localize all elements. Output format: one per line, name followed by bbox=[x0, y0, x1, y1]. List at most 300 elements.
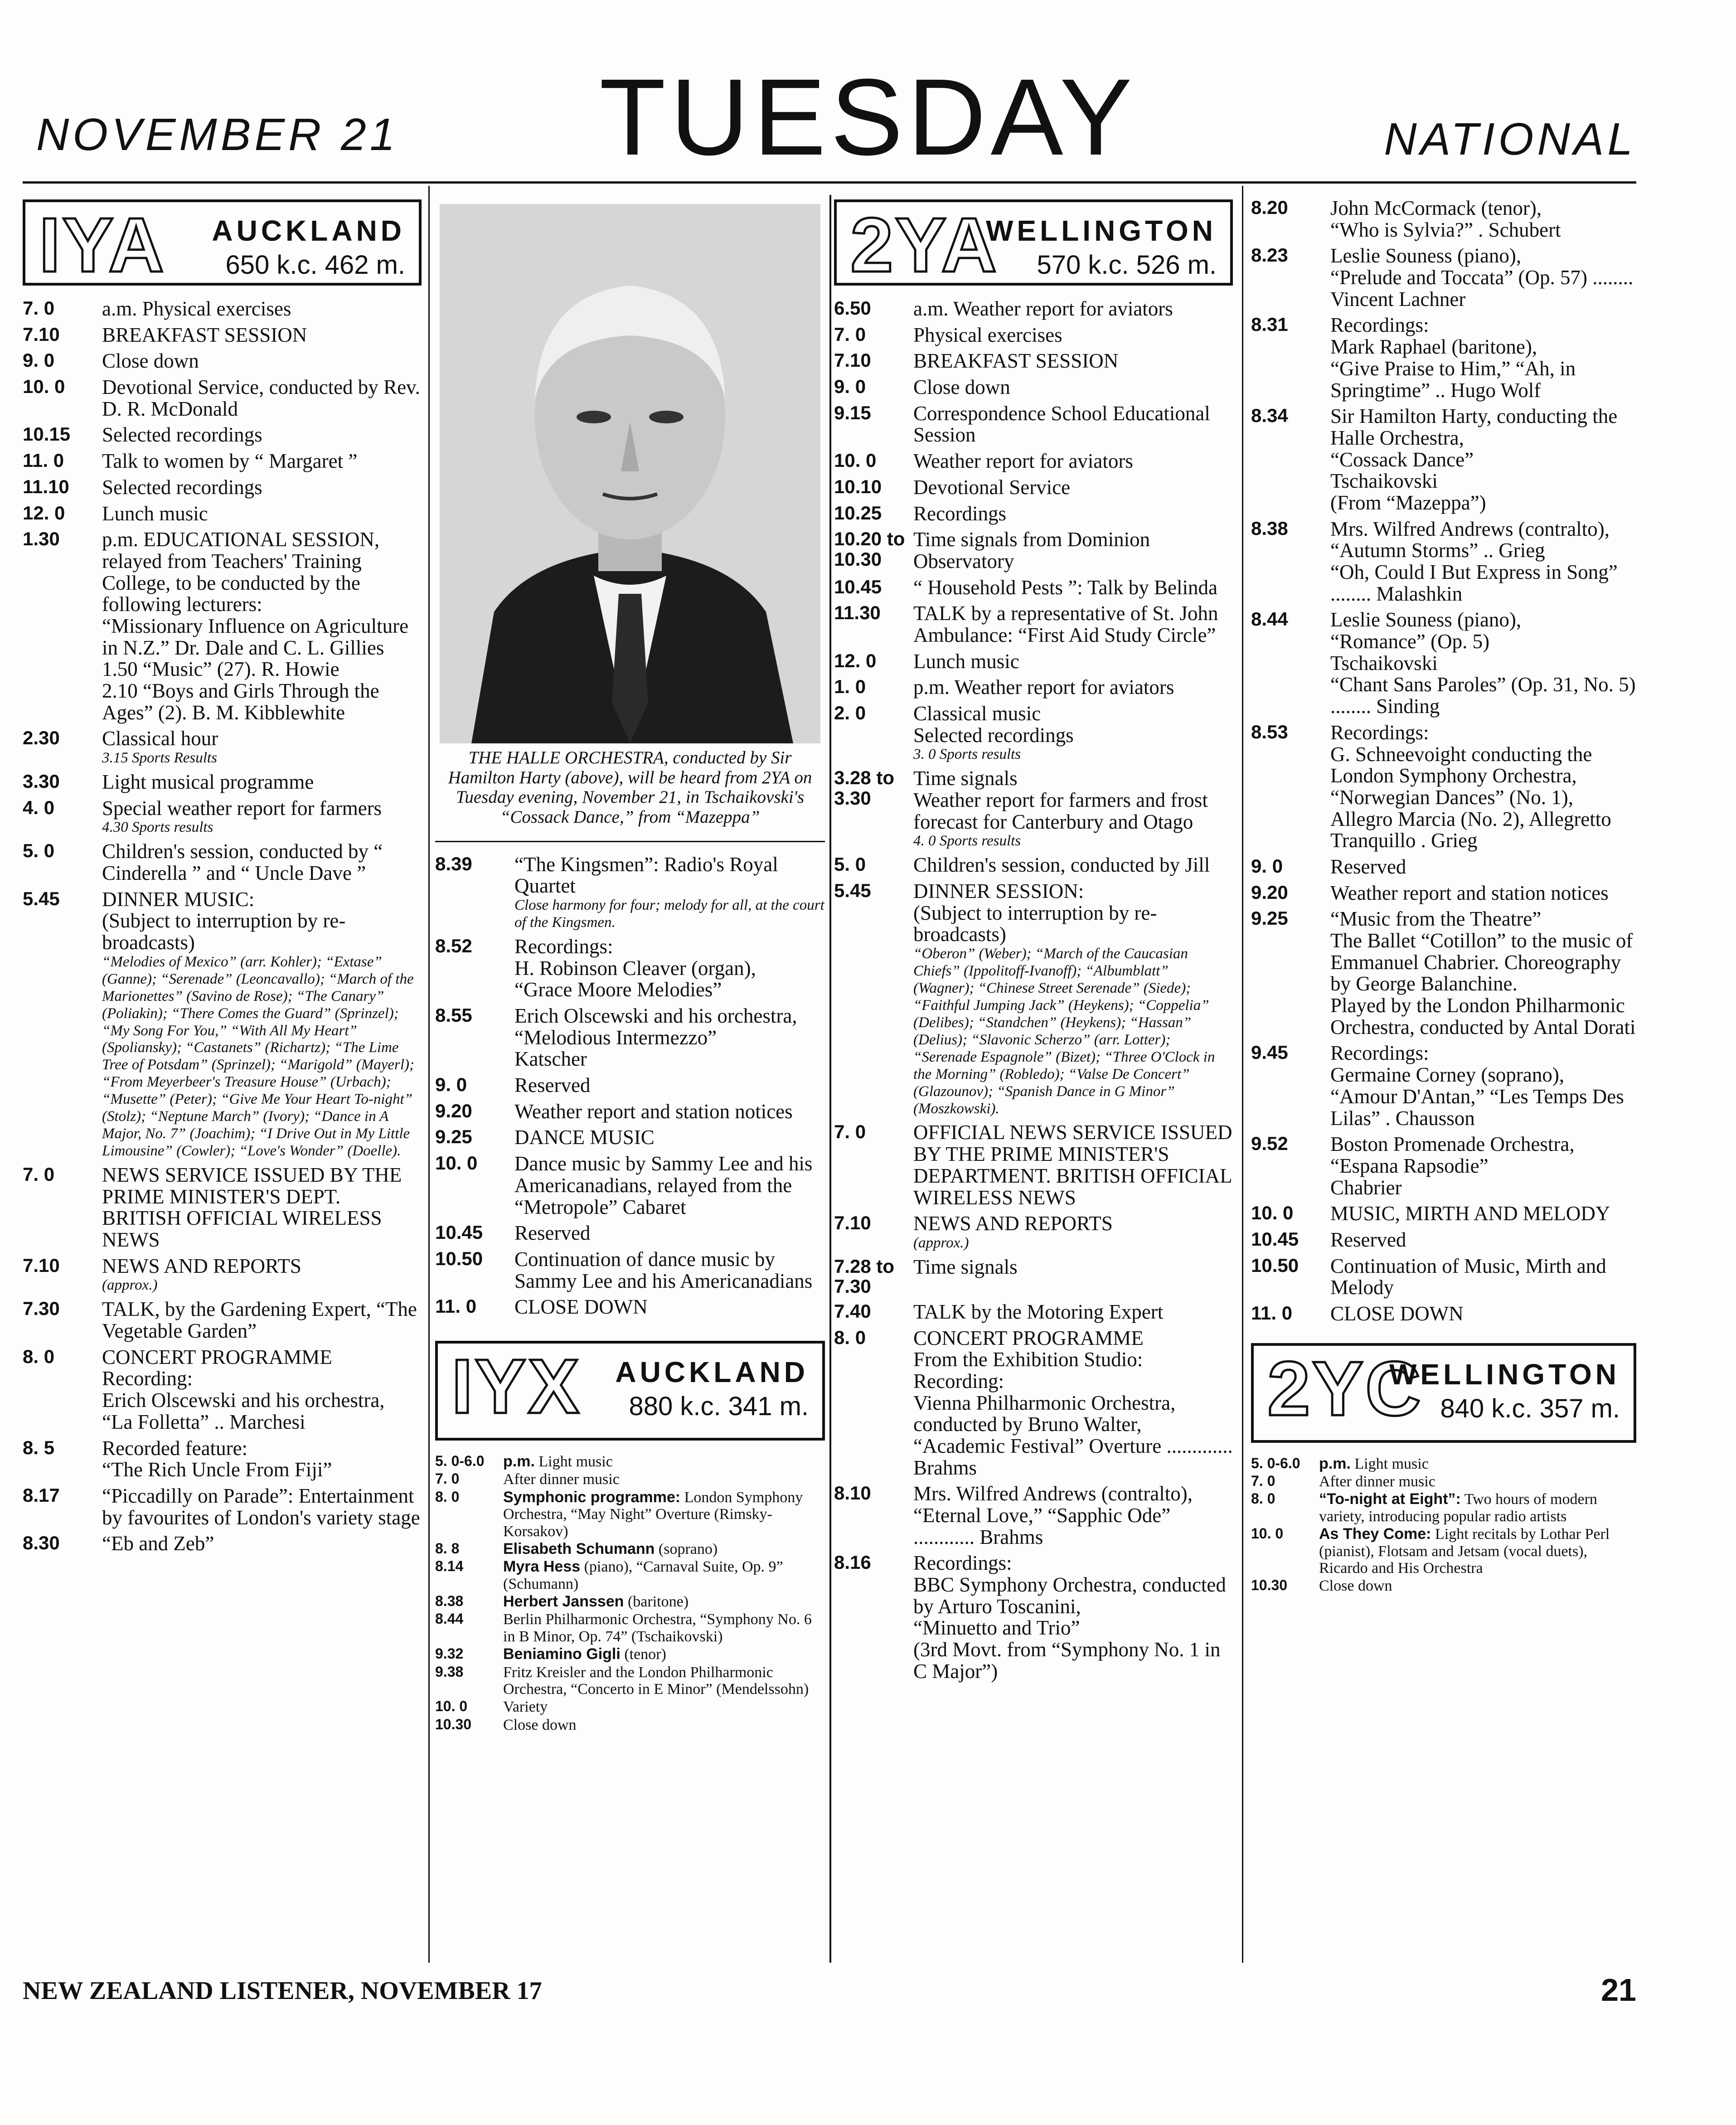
schedule-time: 10.50 bbox=[435, 1247, 483, 1269]
schedule-body bbox=[514, 854, 825, 932]
schedule-time: 10. 0 bbox=[1251, 1525, 1284, 1542]
schedule-time: 10. 0 bbox=[23, 376, 65, 398]
schedule-line: “Eternal Love,” “Sapphic Ode” ............ Brahms bbox=[913, 1504, 1171, 1548]
schedule-body bbox=[102, 1485, 422, 1528]
schedule-entry bbox=[435, 1593, 825, 1610]
schedule-line: “Espana Rapsodie” bbox=[1330, 1154, 1489, 1177]
station-box-2ya bbox=[834, 199, 1233, 286]
schedule-time: 9. 0 bbox=[435, 1074, 467, 1096]
schedule-entry bbox=[23, 841, 422, 884]
schedule-entry bbox=[1251, 1256, 1636, 1299]
schedule-line: “Eb and Zeb” bbox=[102, 1532, 214, 1555]
schedule-time: 8. 0 bbox=[1251, 1490, 1275, 1507]
schedule-entry bbox=[834, 1301, 1233, 1323]
schedule-line: Reserved bbox=[514, 1222, 591, 1245]
schedule-body bbox=[1330, 1203, 1636, 1225]
schedule-list-1yx bbox=[435, 1453, 825, 1733]
station-call-sign: IYA bbox=[39, 202, 166, 288]
schedule-body bbox=[503, 1717, 825, 1733]
schedule-entry bbox=[834, 768, 1233, 850]
schedule-entry bbox=[23, 1438, 422, 1481]
schedule-line: “Autumn Storms” .. Grieg bbox=[1330, 539, 1545, 562]
schedule-body bbox=[102, 477, 422, 499]
schedule-line: Mrs. Wilfred Andrews (contralto), bbox=[913, 1482, 1193, 1505]
schedule-time: 9.25 bbox=[435, 1126, 472, 1148]
schedule-entry bbox=[23, 503, 422, 525]
schedule-body bbox=[102, 1164, 422, 1251]
schedule-line: Time signals bbox=[913, 1255, 1018, 1278]
schedule-time: 7. 0 bbox=[435, 1470, 460, 1487]
schedule-line: Continuation of dance music by Sammy Lee and his Americanadians bbox=[514, 1247, 813, 1292]
schedule-time: 8.44 bbox=[1251, 608, 1288, 630]
column-rule-3 bbox=[1242, 186, 1243, 1963]
schedule-time: 7.10 bbox=[834, 349, 871, 371]
schedule-time: 8.14 bbox=[435, 1558, 464, 1575]
schedule-note: “Oberon” (Weber); “March of the Caucasian Chiefs” (Ippolitoff-Ivanoff); “Albumblatt” (Wagner); “Chinese Street Serenade” (Siede); “Faithful Jumping Jack” (Heykens); “Coppelia” (Delibes); “Standchen” (Heykens); “Hassan” (Delius); “Slavonic Scherzo” (arr. Lotter); “Serenade Espagnole” (Bizet); “Three O'Clock in the Morning” (Robledo); “Valse De Concert” (Glazounov); “Spanish Dance in G Minor” (Moszkowski). bbox=[913, 946, 1215, 1117]
schedule-body bbox=[102, 350, 422, 372]
schedule-entry bbox=[23, 889, 422, 1160]
header-rule bbox=[23, 181, 1636, 184]
schedule-body bbox=[1330, 1134, 1636, 1198]
schedule-line: Leslie Souness (piano), bbox=[1330, 244, 1522, 267]
schedule-time: 5. 0 bbox=[23, 840, 55, 862]
schedule-entry bbox=[834, 1257, 1233, 1297]
schedule-entry bbox=[834, 1483, 1233, 1548]
schedule-time: 10.45 bbox=[435, 1222, 483, 1243]
schedule-body bbox=[913, 298, 1233, 320]
schedule-entry bbox=[834, 350, 1233, 372]
schedule-line: Reserved bbox=[1330, 855, 1406, 878]
schedule-entry bbox=[435, 1558, 825, 1592]
schedule-line: “Amour D'Antan,” “Les Temps Des Lilas” . Chausson bbox=[1330, 1085, 1624, 1130]
schedule-time: 8. 5 bbox=[23, 1436, 55, 1458]
schedule-lead: Beniamino Gigli bbox=[503, 1645, 621, 1663]
schedule-line: “Prelude and Toccata” (Op. 57) ........ Vincent Lachner bbox=[1330, 266, 1634, 311]
schedule-line: Reserved bbox=[514, 1074, 591, 1097]
station-city: AUCKLAND bbox=[212, 214, 405, 247]
schedule-line: “Music from the Theatre” bbox=[1330, 907, 1542, 931]
schedule-body bbox=[102, 841, 422, 884]
schedule-body bbox=[503, 1489, 825, 1540]
schedule-time: 5. 0-6.0 bbox=[435, 1452, 485, 1469]
schedule-entry bbox=[834, 477, 1233, 499]
schedule-body bbox=[1330, 406, 1636, 514]
station-frequency: 840 k.c. 357 m. bbox=[1440, 1393, 1620, 1423]
schedule-entry bbox=[1251, 1526, 1636, 1577]
schedule-body bbox=[1330, 908, 1636, 1038]
schedule-time: 6.50 bbox=[834, 297, 871, 319]
schedule-line: 2.10 “Boys and Girls Through the Ages” (2). B. M. Kibblewhite bbox=[102, 679, 379, 724]
schedule-time: 8. 0 bbox=[834, 1326, 866, 1348]
schedule-body bbox=[1330, 883, 1636, 904]
schedule-line: Recording: bbox=[102, 1367, 193, 1390]
schedule-lead: Myra Hess bbox=[503, 1558, 581, 1576]
schedule-line: “Cossack Dance” bbox=[1330, 448, 1474, 471]
schedule-body bbox=[913, 1328, 1233, 1479]
schedule-list-2ya bbox=[834, 298, 1233, 1683]
schedule-note: (approx.) bbox=[913, 1234, 969, 1251]
schedule-note: 4. 0 Sports results bbox=[913, 833, 1021, 849]
schedule-line: Continuation of Music, Mirth and Melody bbox=[1330, 1254, 1606, 1299]
schedule-time: 7.30 bbox=[23, 1298, 60, 1320]
schedule-line: “Grace Moore Melodies” bbox=[514, 978, 722, 1001]
schedule-body bbox=[913, 1257, 1233, 1297]
schedule-body bbox=[503, 1664, 825, 1698]
station-box-1ya bbox=[23, 199, 422, 286]
photo-caption: THE HALLE ORCHESTRA, conducted by Sir Hamilton Harty (above), will be heard from 2YA on Tuesday evening, November 21, in Tschaikovski's “Cossack Dance,” from “Mazeppa” bbox=[435, 748, 825, 842]
schedule-line: Recording: bbox=[913, 1369, 1004, 1392]
schedule-body bbox=[503, 1646, 825, 1663]
page-number: 21 bbox=[1601, 1972, 1636, 2008]
schedule-text: Light recitals by Lothar Perl (pianist), Flotsam and Jetsam (vocal duets), Ricardo and His Orchestra bbox=[1319, 1526, 1610, 1577]
schedule-time: 8.31 bbox=[1251, 314, 1288, 335]
schedule-line: Played by the London Philharmonic Orchestra, conducted by Antal Dorati bbox=[1330, 994, 1636, 1038]
schedule-entry bbox=[23, 1533, 422, 1555]
schedule-line: p.m. EDUCATIONAL SESSION, relayed from Teachers' Training College, to be conducted by the following lecturers: bbox=[102, 528, 380, 616]
schedule-entry bbox=[1251, 908, 1636, 1038]
schedule-body bbox=[1330, 1303, 1636, 1325]
schedule-text: Light music bbox=[1354, 1455, 1429, 1472]
station-frequency: 880 k.c. 341 m. bbox=[629, 1391, 809, 1421]
schedule-body bbox=[503, 1541, 825, 1557]
schedule-body bbox=[102, 1256, 422, 1295]
schedule-time: 8. 8 bbox=[435, 1540, 460, 1557]
schedule-time: 10. 0 bbox=[834, 450, 877, 471]
schedule-line: (3rd Movt. from “Symphony No. 1 in C Major”) bbox=[913, 1638, 1221, 1683]
schedule-time: 7.10 bbox=[23, 1254, 60, 1276]
station-call-sign: IYX bbox=[451, 1343, 582, 1430]
schedule-body bbox=[102, 728, 422, 767]
schedule-time: 4. 0 bbox=[23, 796, 55, 818]
schedule-line: Children's session, conducted by “ Cinderella ” and “ Uncle Dave ” bbox=[102, 840, 383, 884]
schedule-line: From the Exhibition Studio: bbox=[913, 1348, 1143, 1371]
schedule-time: 8.34 bbox=[1251, 405, 1288, 427]
schedule-time: 10.45 bbox=[834, 576, 882, 597]
schedule-body bbox=[913, 1122, 1233, 1208]
schedule-entry bbox=[1251, 406, 1636, 514]
schedule-entry bbox=[1251, 1043, 1636, 1129]
schedule-line: G. Schneevoight conducting the London Symphony Orchestra, bbox=[1330, 742, 1592, 787]
schedule-entry bbox=[23, 451, 422, 472]
schedule-line: (Subject to interruption by re-broadcasts) bbox=[913, 901, 1157, 946]
schedule-entry bbox=[1251, 1577, 1636, 1594]
schedule-body bbox=[913, 403, 1233, 446]
schedule-body bbox=[1319, 1491, 1636, 1525]
schedule-body bbox=[913, 703, 1233, 763]
schedule-body bbox=[514, 1296, 825, 1318]
schedule-time: 7.28 to 7.30 bbox=[834, 1255, 895, 1297]
schedule-line: Time signals bbox=[913, 767, 1018, 790]
schedule-entry bbox=[1251, 1229, 1636, 1251]
schedule-time: 1. 0 bbox=[834, 676, 866, 698]
schedule-note: 4.30 Sports results bbox=[102, 819, 213, 836]
schedule-body bbox=[1330, 1043, 1636, 1129]
schedule-time: 10.50 bbox=[1251, 1254, 1299, 1276]
schedule-time: 9. 0 bbox=[23, 349, 55, 371]
schedule-time: 9.20 bbox=[1251, 881, 1288, 903]
schedule-body bbox=[503, 1471, 825, 1488]
schedule-line: TALK by the Motoring Expert bbox=[913, 1300, 1164, 1323]
schedule-entry bbox=[834, 1553, 1233, 1682]
schedule-body bbox=[102, 298, 422, 320]
station-call-sign: 2YA bbox=[850, 202, 999, 288]
schedule-line: “Piccadilly on Parade”: Entertainment by favourites of London's variety stage bbox=[102, 1484, 420, 1529]
schedule-entry bbox=[435, 1646, 825, 1663]
schedule-time: 9.15 bbox=[834, 402, 871, 423]
schedule-entry bbox=[23, 1256, 422, 1295]
schedule-body bbox=[1330, 198, 1636, 241]
schedule-entry bbox=[834, 1328, 1233, 1479]
schedule-time: 8.39 bbox=[435, 853, 472, 874]
schedule-line: Special weather report for farmers bbox=[102, 796, 382, 820]
schedule-body bbox=[913, 577, 1233, 599]
schedule-line: John McCormack (tenor), bbox=[1330, 197, 1542, 219]
schedule-entry bbox=[834, 703, 1233, 763]
schedule-entry bbox=[834, 854, 1233, 876]
schedule-entry bbox=[23, 350, 422, 372]
schedule-list-1ya-cont bbox=[435, 854, 825, 1318]
schedule-body bbox=[913, 854, 1233, 876]
schedule-entry bbox=[834, 577, 1233, 599]
schedule-body bbox=[913, 1213, 1233, 1252]
schedule-entry bbox=[23, 771, 422, 793]
schedule-line: CLOSE DOWN bbox=[514, 1295, 648, 1319]
schedule-line: “The Kingsmen”: Radio's Royal Quartet bbox=[514, 853, 778, 898]
schedule-body bbox=[913, 451, 1233, 472]
schedule-line: BBC Symphony Orchestra, conducted by Arturo Toscanini, bbox=[913, 1573, 1226, 1618]
schedule-line: Recordings bbox=[913, 502, 1006, 525]
schedule-line: Lunch music bbox=[913, 650, 1019, 673]
schedule-body bbox=[503, 1698, 825, 1715]
station-frequency: 650 k.c. 462 m. bbox=[225, 250, 405, 280]
schedule-line: (Subject to interruption by re-broadcasts) bbox=[102, 909, 346, 954]
schedule-time: 8.53 bbox=[1251, 721, 1288, 742]
schedule-line: “Give Praise to Him,” “Ah, in Springtime” .. Hugo Wolf bbox=[1330, 357, 1576, 402]
schedule-line: DANCE MUSIC bbox=[514, 1126, 655, 1149]
schedule-body bbox=[102, 1533, 422, 1555]
schedule-note: “Melodies of Mexico” (arr. Kohler); “Extase” (Ganne); “Serenade” (Leoncavallo); “March of the Marionettes” (Savino de Rose); “The Canary” (Poliakin); “There Comes the Guard” (Sprinzel); “My Song For You,” “With All My Heart” (Spoliansky); “Castanets” (Richartz); “The Lime Tree of Potsdam” (Sprinzel); “Marigold” (Mayerl); “From Meyerbeer's Treasure House” (Urbach); “Musette” (Peter); “Give Me Your Heart To-night” (Stolz); “Neptune March” (Ivory); “Dance in A Major, No. 7” (Joachim); “I Drive Out in My Little Limousine” (Cowler); “Love's Wonder” (Doelle). bbox=[102, 953, 414, 1160]
schedule-line: “Norwegian Dances” (No. 1), Allegro Marcia (No. 2), Allegretto Tranquillo . Grieg bbox=[1330, 786, 1611, 852]
schedule-line: Recordings: bbox=[1330, 314, 1429, 337]
schedule-body bbox=[102, 1299, 422, 1342]
schedule-line: Erich Olscewski and his orchestra, bbox=[102, 1389, 385, 1412]
schedule-time: 10.15 bbox=[23, 423, 71, 445]
station-frequency: 570 k.c. 526 m. bbox=[1037, 250, 1217, 280]
schedule-line: Selected recordings bbox=[913, 723, 1074, 747]
schedule-line: Physical exercises bbox=[913, 323, 1062, 346]
schedule-time: 3.28 to 3.30 bbox=[834, 767, 895, 809]
schedule-time: 2.30 bbox=[23, 727, 60, 749]
schedule-entry bbox=[23, 325, 422, 346]
schedule-body bbox=[1319, 1577, 1636, 1594]
schedule-time: 12. 0 bbox=[23, 502, 65, 524]
schedule-entry bbox=[1251, 245, 1636, 310]
schedule-entry bbox=[435, 1127, 825, 1149]
schedule-entry bbox=[23, 1347, 422, 1433]
schedule-entry bbox=[435, 1101, 825, 1123]
schedule-line: “Academic Festival” Overture ............. Brahms bbox=[913, 1434, 1233, 1479]
schedule-text: (baritone) bbox=[627, 1593, 689, 1611]
schedule-entry bbox=[834, 603, 1233, 646]
schedule-line: “The Rich Uncle From Fiji” bbox=[102, 1458, 332, 1481]
schedule-time: 3.30 bbox=[23, 771, 60, 792]
schedule-entry bbox=[834, 403, 1233, 446]
schedule-line: Weather report for aviators bbox=[913, 450, 1133, 473]
schedule-time: 7.10 bbox=[834, 1212, 871, 1234]
schedule-time: 9.25 bbox=[1251, 907, 1288, 929]
schedule-time: 9.38 bbox=[435, 1663, 464, 1680]
schedule-time: 8.38 bbox=[435, 1593, 464, 1610]
schedule-body bbox=[1319, 1473, 1636, 1490]
schedule-body bbox=[913, 1301, 1233, 1323]
schedule-body bbox=[514, 1075, 825, 1096]
schedule-time: 5.45 bbox=[834, 880, 871, 901]
schedule-line: p.m. Weather report for aviators bbox=[913, 676, 1174, 699]
schedule-line: Mark Raphael (baritone), bbox=[1330, 335, 1537, 359]
schedule-time: 7. 0 bbox=[1251, 1473, 1275, 1489]
schedule-text: (piano), “Carnaval Suite, Op. 9” (Schumann) bbox=[503, 1558, 783, 1592]
schedule-time: 9.32 bbox=[435, 1645, 464, 1662]
schedule-line: Recordings: bbox=[1330, 1042, 1429, 1065]
schedule-entry bbox=[435, 1075, 825, 1096]
schedule-text: Two hours of modern variety, introducing popular radio artists bbox=[1319, 1491, 1597, 1525]
schedule-line: Erich Olscewski and his orchestra, bbox=[514, 1004, 797, 1027]
schedule-time: 7. 0 bbox=[23, 1164, 55, 1185]
schedule-body bbox=[503, 1558, 825, 1592]
schedule-entry bbox=[1251, 609, 1636, 717]
schedule-list-2yc bbox=[1251, 1455, 1636, 1595]
schedule-body bbox=[1330, 315, 1636, 401]
schedule-entry bbox=[1251, 519, 1636, 605]
column-2ya bbox=[834, 195, 1233, 1963]
schedule-entry bbox=[435, 1453, 825, 1470]
schedule-entry bbox=[23, 798, 422, 837]
schedule-line: Recordings: bbox=[514, 935, 613, 958]
schedule-list-1ya bbox=[23, 298, 422, 1555]
schedule-line: Katscher bbox=[514, 1048, 587, 1071]
schedule-time: 10.45 bbox=[1251, 1228, 1299, 1250]
schedule-body bbox=[102, 424, 422, 446]
schedule-line: NEWS SERVICE ISSUED BY THE PRIME MINISTER'S DEPT. BRITISH OFFICIAL WIRELESS NEWS bbox=[102, 1164, 402, 1252]
schedule-line: TALK, by the Gardening Expert, “The Vegetable Garden” bbox=[102, 1298, 417, 1343]
schedule-entry bbox=[23, 1299, 422, 1342]
schedule-body bbox=[514, 1005, 825, 1070]
schedule-body bbox=[913, 477, 1233, 499]
schedule-line: CONCERT PROGRAMME bbox=[913, 1326, 1144, 1349]
header-network: NATIONAL bbox=[1384, 114, 1636, 165]
schedule-time: 11. 0 bbox=[1251, 1302, 1293, 1324]
schedule-line: Boston Promenade Orchestra, bbox=[1330, 1133, 1575, 1156]
station-city: WELLINGTON bbox=[1389, 1358, 1620, 1391]
schedule-lead: Symphonic programme: bbox=[503, 1488, 681, 1506]
schedule-body bbox=[913, 529, 1233, 572]
schedule-time: 7. 0 bbox=[23, 297, 55, 319]
schedule-entry bbox=[1251, 1491, 1636, 1525]
schedule-line: NEWS AND REPORTS bbox=[913, 1212, 1113, 1235]
schedule-line: “Romance” (Op. 5) bbox=[1330, 630, 1490, 653]
portrait-photo bbox=[440, 204, 820, 743]
schedule-text: After dinner music bbox=[503, 1471, 620, 1488]
schedule-lead: p.m. bbox=[1319, 1455, 1351, 1472]
schedule-entry bbox=[1251, 198, 1636, 241]
schedule-time: 7. 0 bbox=[834, 1121, 866, 1143]
schedule-line: Sir Hamilton Harty, conducting the Halle Orchestra, bbox=[1330, 405, 1618, 449]
schedule-time: 11.10 bbox=[23, 475, 69, 497]
schedule-body bbox=[913, 1483, 1233, 1548]
schedule-text: Fritz Kreisler and the London Philharmonic Orchestra, “Concerto in E Minor” (Mendelssohn) bbox=[503, 1664, 809, 1698]
schedule-time: 12. 0 bbox=[834, 650, 877, 671]
schedule-entry bbox=[435, 854, 825, 932]
schedule-line: Tschaikovski bbox=[1330, 651, 1438, 674]
schedule-time: 11. 0 bbox=[23, 450, 64, 471]
column-rule-2 bbox=[829, 195, 831, 1963]
schedule-time: 5. 0-6.0 bbox=[1251, 1455, 1300, 1471]
schedule-entry bbox=[834, 325, 1233, 346]
schedule-line: Classical music bbox=[913, 702, 1041, 725]
schedule-entry bbox=[435, 1698, 825, 1715]
schedule-body bbox=[913, 768, 1233, 850]
schedule-text: Light music bbox=[538, 1453, 613, 1470]
schedule-body bbox=[102, 1438, 422, 1481]
schedule-body bbox=[1330, 245, 1636, 310]
schedule-entry bbox=[834, 377, 1233, 398]
schedule-time: 10. 0 bbox=[1251, 1202, 1294, 1224]
schedule-line: Recorded feature: bbox=[102, 1436, 248, 1460]
schedule-text: Close down bbox=[1319, 1577, 1392, 1595]
page-header bbox=[0, 0, 1736, 181]
schedule-body bbox=[102, 771, 422, 793]
schedule-line: Leslie Souness (piano), bbox=[1330, 608, 1522, 631]
schedule-time: 8.16 bbox=[834, 1552, 871, 1573]
schedule-note: Close harmony for four; melody for all, at the court of the Kingsmen. bbox=[514, 897, 824, 931]
schedule-time: 9. 0 bbox=[834, 376, 866, 398]
schedule-entry bbox=[834, 881, 1233, 1117]
schedule-entry bbox=[834, 451, 1233, 472]
schedule-entry bbox=[435, 1249, 825, 1292]
schedule-body bbox=[913, 603, 1233, 646]
schedule-time: 10.10 bbox=[834, 475, 882, 497]
header-date: NOVEMBER 21 bbox=[36, 109, 399, 160]
schedule-body bbox=[102, 798, 422, 837]
schedule-line: a.m. Weather report for aviators bbox=[913, 297, 1173, 320]
schedule-body bbox=[913, 651, 1233, 673]
schedule-line: “Minuetto and Trio” bbox=[913, 1616, 1080, 1640]
schedule-body bbox=[913, 1553, 1233, 1682]
schedule-line: Lunch music bbox=[102, 502, 208, 525]
schedule-note: 3. 0 Sports results bbox=[913, 746, 1021, 763]
schedule-line: Light musical programme bbox=[102, 771, 314, 793]
schedule-lead: Herbert Janssen bbox=[503, 1593, 624, 1611]
schedule-line: BREAKFAST SESSION bbox=[913, 349, 1119, 373]
schedule-body bbox=[514, 1249, 825, 1292]
schedule-time: 11.30 bbox=[834, 602, 881, 624]
schedule-entry bbox=[1251, 883, 1636, 904]
schedule-note: 3.15 Sports Results bbox=[102, 750, 217, 767]
schedule-time: 8.20 bbox=[1251, 197, 1288, 218]
schedule-time: 11. 0 bbox=[435, 1295, 477, 1317]
schedule-line: 1.50 “Music” (27). R. Howie bbox=[102, 658, 339, 681]
column-1yA bbox=[23, 195, 422, 1963]
schedule-body bbox=[913, 350, 1233, 372]
schedule-line: Selected recordings bbox=[102, 423, 262, 446]
schedule-line: The Ballet “Cotillon” to the music of Emmanuel Chabrier. Choreography by George Balanchine. bbox=[1330, 929, 1633, 995]
schedule-time: 2. 0 bbox=[834, 702, 866, 723]
schedule-line: Time signals from Dominion Observatory bbox=[913, 528, 1150, 572]
schedule-entry bbox=[23, 728, 422, 767]
schedule-time: 1.30 bbox=[23, 528, 60, 550]
station-box-1yx bbox=[435, 1341, 825, 1441]
schedule-body bbox=[514, 1101, 825, 1123]
